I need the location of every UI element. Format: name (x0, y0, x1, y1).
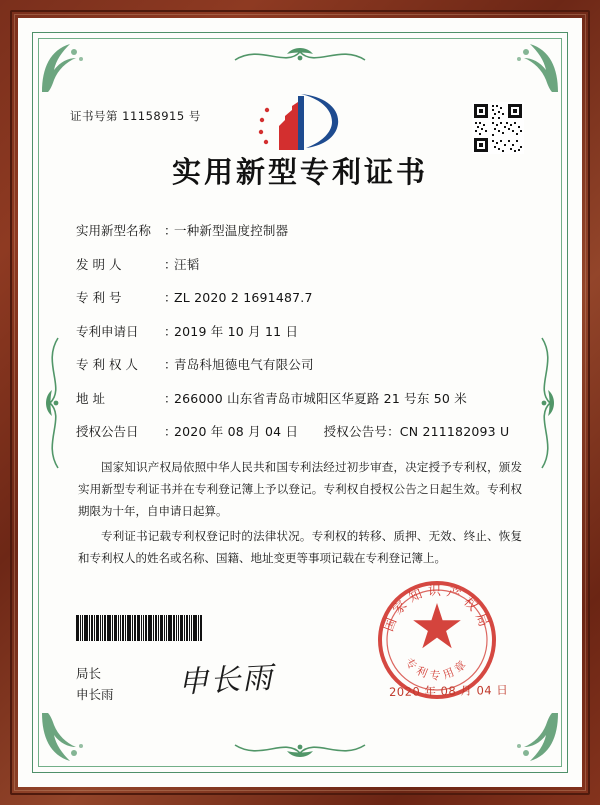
patent-office-logo-icon (252, 90, 348, 156)
field-label: 专 利 号 (76, 290, 122, 305)
field-value-application-date: 2019 年 10 月 11 日 (174, 323, 299, 339)
legal-text-block (70, 456, 530, 570)
field-value-patentee: 青岛科旭德电气有限公司 (174, 357, 314, 372)
field-value-utility-model-name: 一种新型温度控制器 (174, 223, 289, 238)
field-label: 发 明 人 (76, 256, 122, 272)
field-row (76, 221, 524, 239)
page-title: 实用新型专利证书 (171, 155, 428, 189)
field-value-address: 266000 山东省青岛市城阳区华夏路 21 号东 50 米 (174, 390, 467, 406)
qr-code-icon (472, 102, 524, 154)
director-name-label: 申长雨 (76, 686, 114, 702)
certificate-serial-number: 证书号第 11158915 号 (70, 109, 201, 123)
field-label: 授权公告日 (76, 424, 139, 439)
svg-text:国家知识产权局: 国家知识产权局 (381, 584, 493, 634)
barcode-icon (76, 615, 206, 641)
director-title-label: 局长 (76, 665, 102, 681)
field-row (76, 355, 524, 373)
field-label: 专 利 权 人 (76, 357, 138, 372)
certificate-content (70, 78, 530, 727)
field-row (76, 288, 524, 306)
field-label: 地 址 (76, 390, 105, 406)
legal-paragraph: 国家知识产权局依照中华人民共和国专利法经过初步审查，决定授予专利权，颁发实用新型专利证书并在专利登记簿上予以登记。专利权自授权公告之日起生效。专利权期限为十年，自申请日起算。 (78, 459, 522, 519)
field-label: 专利申请日 (76, 323, 139, 339)
field-row (76, 389, 524, 407)
field-separator: ： (164, 424, 177, 439)
field-separator: ： (164, 290, 177, 305)
seal-date: 2020 年 08 月 04 日 (388, 682, 509, 700)
field-row (76, 422, 524, 440)
field-row (76, 322, 524, 340)
field-separator: ： (164, 357, 177, 372)
field-separator: ： (164, 390, 177, 406)
field-separator: ： (164, 256, 177, 272)
svg-text:专利专用章: 专利专用章 (402, 655, 472, 682)
field-separator: ： (164, 323, 177, 339)
field-value-inventor: 汪韬 (174, 256, 200, 272)
signature-block (76, 663, 114, 706)
legal-paragraph: 专利证书记载专利权登记时的法律状况。专利权的转移、质押、无效、终止、恢复和专利权人的姓名或名称、国籍、地址变更等事项记载在专利登记簿上。 (78, 528, 522, 566)
handwritten-signature: 申长雨 (177, 660, 276, 701)
field-value-grant-announcement: 2020 年 08 月 04 日 授权公告号：CN 211182093 U (174, 424, 510, 439)
field-value-patent-number: ZL 2020 2 1691487.7 (174, 290, 313, 305)
field-row (76, 255, 524, 273)
field-list (70, 221, 530, 440)
certificate-paper (18, 18, 582, 787)
field-label: 实用新型名称 (76, 223, 152, 238)
field-separator: ： (164, 223, 177, 238)
